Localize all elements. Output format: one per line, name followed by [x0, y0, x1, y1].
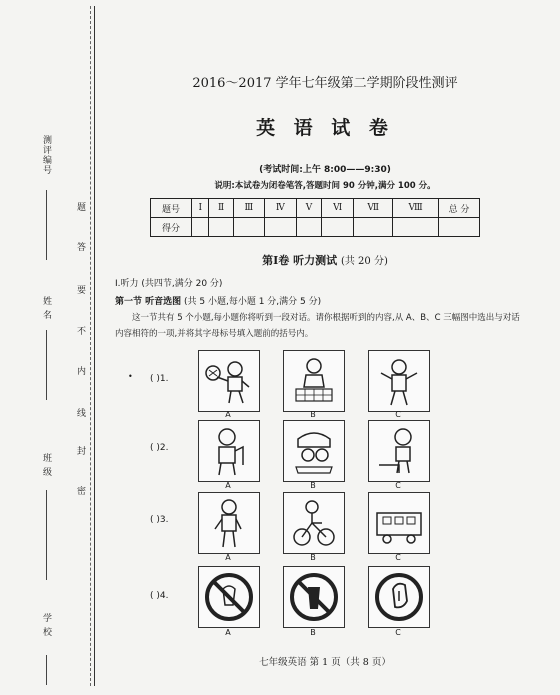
term-title: 2016～2017 学年七年级第二学期阶段性测评: [192, 76, 458, 91]
q1-picture-a: [198, 350, 260, 412]
section-1-head: 第一节 听音选图: [115, 297, 182, 307]
class-label: 班 级: [41, 453, 51, 477]
seal-char: 封: [75, 446, 85, 455]
q3-picture-c: [368, 492, 430, 554]
score-cell: 总 分: [439, 199, 480, 218]
score-header-row: [151, 199, 480, 218]
exam-no-label: 测评编号: [41, 135, 51, 175]
q2-picture-c: [368, 420, 430, 482]
score-table: [150, 198, 480, 237]
q3-option-a: A: [225, 553, 231, 562]
q4-option-b: B: [310, 628, 316, 637]
q4-picture-b: [283, 566, 345, 628]
part-title-text: 第Ⅰ卷 听力测试: [262, 254, 338, 267]
seal-char: 密: [75, 486, 85, 495]
q4-option-c: C: [395, 628, 401, 637]
score-value-row: [151, 218, 480, 237]
q2-picture-b: [283, 420, 345, 482]
school-label: 学 校: [41, 613, 51, 637]
paper-title: 英 语 试 卷: [256, 117, 394, 139]
q4-option-a: A: [225, 628, 231, 637]
seal-char: 要: [75, 285, 85, 294]
q1-option-b: B: [310, 410, 316, 419]
q3-option-b: B: [310, 553, 316, 562]
q1-picture-b: [283, 350, 345, 412]
q3-option-c: C: [395, 553, 401, 562]
question-2-label: ( )2.: [150, 443, 169, 453]
section-i-heading: Ⅰ.听力 (共四节,满分 20 分): [115, 279, 223, 289]
score-input-cell[interactable]: [296, 218, 321, 237]
score-cell: 题号: [151, 199, 192, 218]
q2-option-a: A: [225, 481, 231, 490]
q1-option-c: C: [395, 410, 401, 419]
score-cell: Ⅷ: [393, 199, 439, 218]
score-cell: Ⅱ: [209, 199, 233, 218]
seal-char: 不: [75, 326, 85, 335]
q1-picture-c: [368, 350, 430, 412]
score-input-cell[interactable]: [354, 218, 393, 237]
question-4-label: ( )4.: [150, 591, 169, 601]
score-row-label: 得分: [151, 218, 192, 237]
score-cell: Ⅰ: [192, 199, 209, 218]
score-input-cell[interactable]: [393, 218, 439, 237]
score-cell: Ⅶ: [354, 199, 393, 218]
score-cell: Ⅲ: [233, 199, 264, 218]
seal-char: 答: [75, 242, 85, 251]
question-3-label: ( )3.: [150, 515, 169, 525]
class-line: [46, 490, 47, 580]
exam-note: 说明:本试卷为闭卷笔答,答题时间 90 分钟,满分 100 分。: [214, 181, 436, 191]
page-footer: 七年级英语 第 1 页（共 8 页）: [259, 657, 391, 668]
score-input-cell[interactable]: [322, 218, 354, 237]
question-1-label: ( )1.: [150, 374, 169, 384]
section-1-heading: [115, 294, 321, 307]
instructions: 这一节共有 5 个小题,每小题你将听到一段对话。请你根据听到的内容,从 A、B、C 三幅图中选出与对话内容相符的一项,并将其字母标号填入题前的括号内。: [115, 313, 520, 339]
score-cell: Ⅵ: [322, 199, 354, 218]
q3-picture-a: [198, 492, 260, 554]
score-input-cell[interactable]: [233, 218, 264, 237]
part-title: [160, 252, 490, 268]
name-line: [46, 330, 47, 400]
part-subtitle: (共 20 分): [340, 256, 388, 267]
seal-char: 内: [75, 366, 85, 375]
score-input-cell[interactable]: [439, 218, 480, 237]
exam-no-line: [46, 190, 47, 260]
q2-option-c: C: [395, 481, 401, 490]
section-1-detail: (共 5 小题,每小题 1 分,满分 5 分): [184, 297, 322, 307]
q4-picture-c: [368, 566, 430, 628]
score-cell: Ⅴ: [296, 199, 321, 218]
q2-option-b: B: [310, 481, 316, 490]
score-input-cell[interactable]: [264, 218, 296, 237]
seal-char: 题: [75, 202, 85, 211]
seal-char: 线: [75, 408, 85, 417]
margin-rule: [94, 6, 95, 686]
exam-time: (考试时间:上午 8:00——9:30): [259, 165, 391, 175]
q2-picture-a: [198, 420, 260, 482]
score-cell: Ⅳ: [264, 199, 296, 218]
score-input-cell[interactable]: [209, 218, 233, 237]
score-input-cell[interactable]: [192, 218, 209, 237]
q3-picture-b: [283, 492, 345, 554]
q4-picture-a: [198, 566, 260, 628]
name-label: 姓 名: [41, 296, 51, 320]
stray-mark: •: [128, 372, 133, 381]
q1-option-a: A: [225, 410, 231, 419]
cut-line: [90, 6, 91, 686]
school-line: [46, 655, 47, 685]
